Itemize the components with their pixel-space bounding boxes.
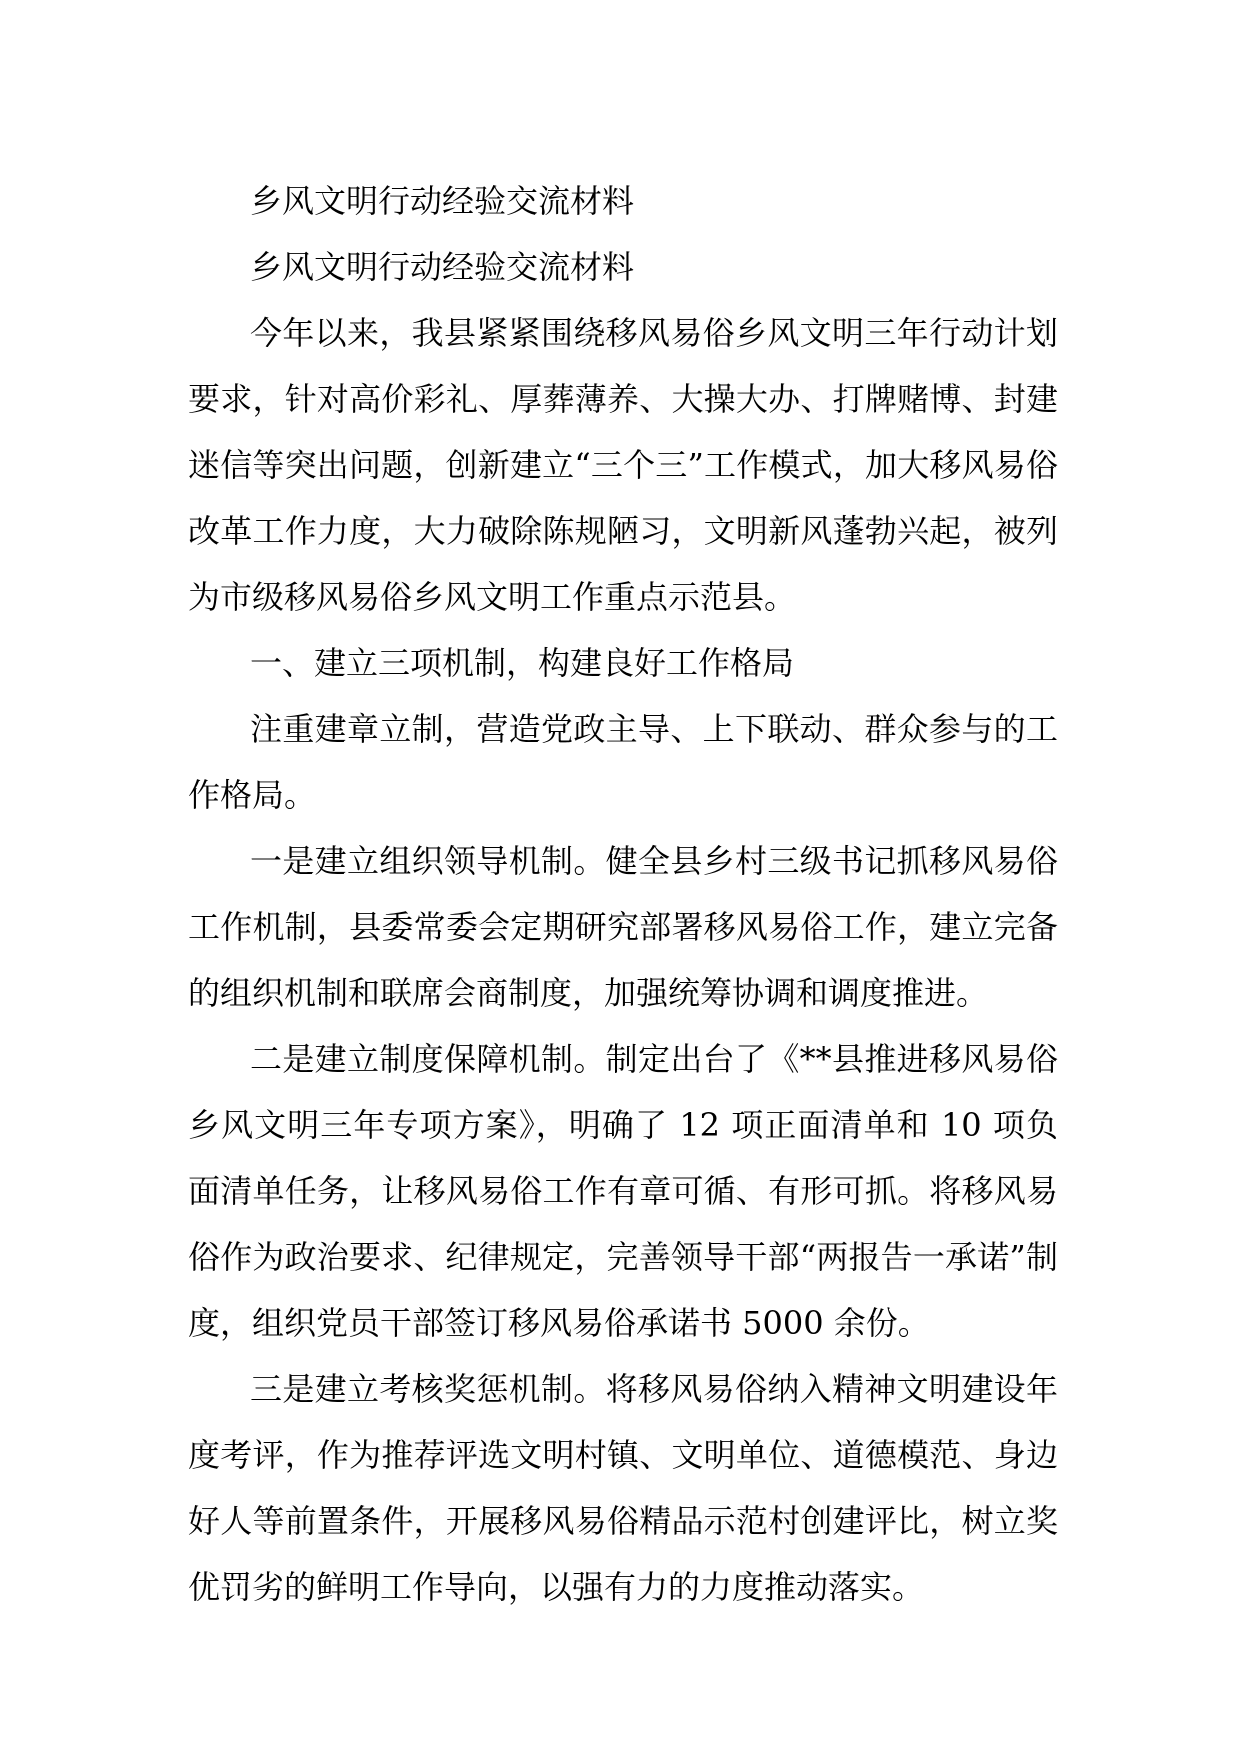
intro-paragraph: 今年以来，我县紧紧围绕移风易俗乡风文明三年行动计划要求，针对高价彩礼、厚葬薄养、大操大办、打牌赌博、封建迷信等突出问题，创新建立“三个三”工作模式，加大移风易俗改革工作力度，大力破除陈规陋习，文明新风蓬勃兴起，被列为市级移风易俗乡风文明工作重点示范县。 bbox=[188, 314, 1058, 616]
institutional-mechanism-paragraph: 二是建立制度保障机制。制定出台了《**县推进移风易俗乡风文明三年专项方案》，明确了 12 项正面清单和 10 项负面清单任务，让移风易俗工作有章可循、有形可抓。将移风易俗作为政治要求、纪律规定，完善领导干部“两报告一承诺”制度，组织党员干部签订移风易俗承诺书 5000 余份。 bbox=[188, 1040, 1058, 1342]
assessment-mechanism-paragraph: 三是建立考核奖惩机制。将移风易俗纳入精神文明建设年度考评，作为推荐评选文明村镇、文明单位、道德模范、身边好人等前置条件，开展移风易俗精品示范村创建评比，树立奖优罚劣的鲜明工作导向，以强有力的力度推动落实。 bbox=[188, 1370, 1058, 1606]
document-subtitle: 乡风文明行动经验交流材料 bbox=[250, 248, 635, 286]
document-page bbox=[188, 168, 1058, 1620]
document-title: 乡风文明行动经验交流材料 bbox=[250, 182, 635, 220]
organization-mechanism-paragraph: 一是建立组织领导机制。健全县乡村三级书记抓移风易俗工作机制，县委常委会定期研究部署移风易俗工作，建立完备的组织机制和联席会商制度，加强统筹协调和调度推进。 bbox=[188, 842, 1058, 1012]
section-summary-paragraph: 注重建章立制，营造党政主导、上下联动、群众参与的工作格局。 bbox=[188, 710, 1058, 814]
section-heading-one: 一、建立三项机制，构建良好工作格局 bbox=[250, 644, 795, 682]
